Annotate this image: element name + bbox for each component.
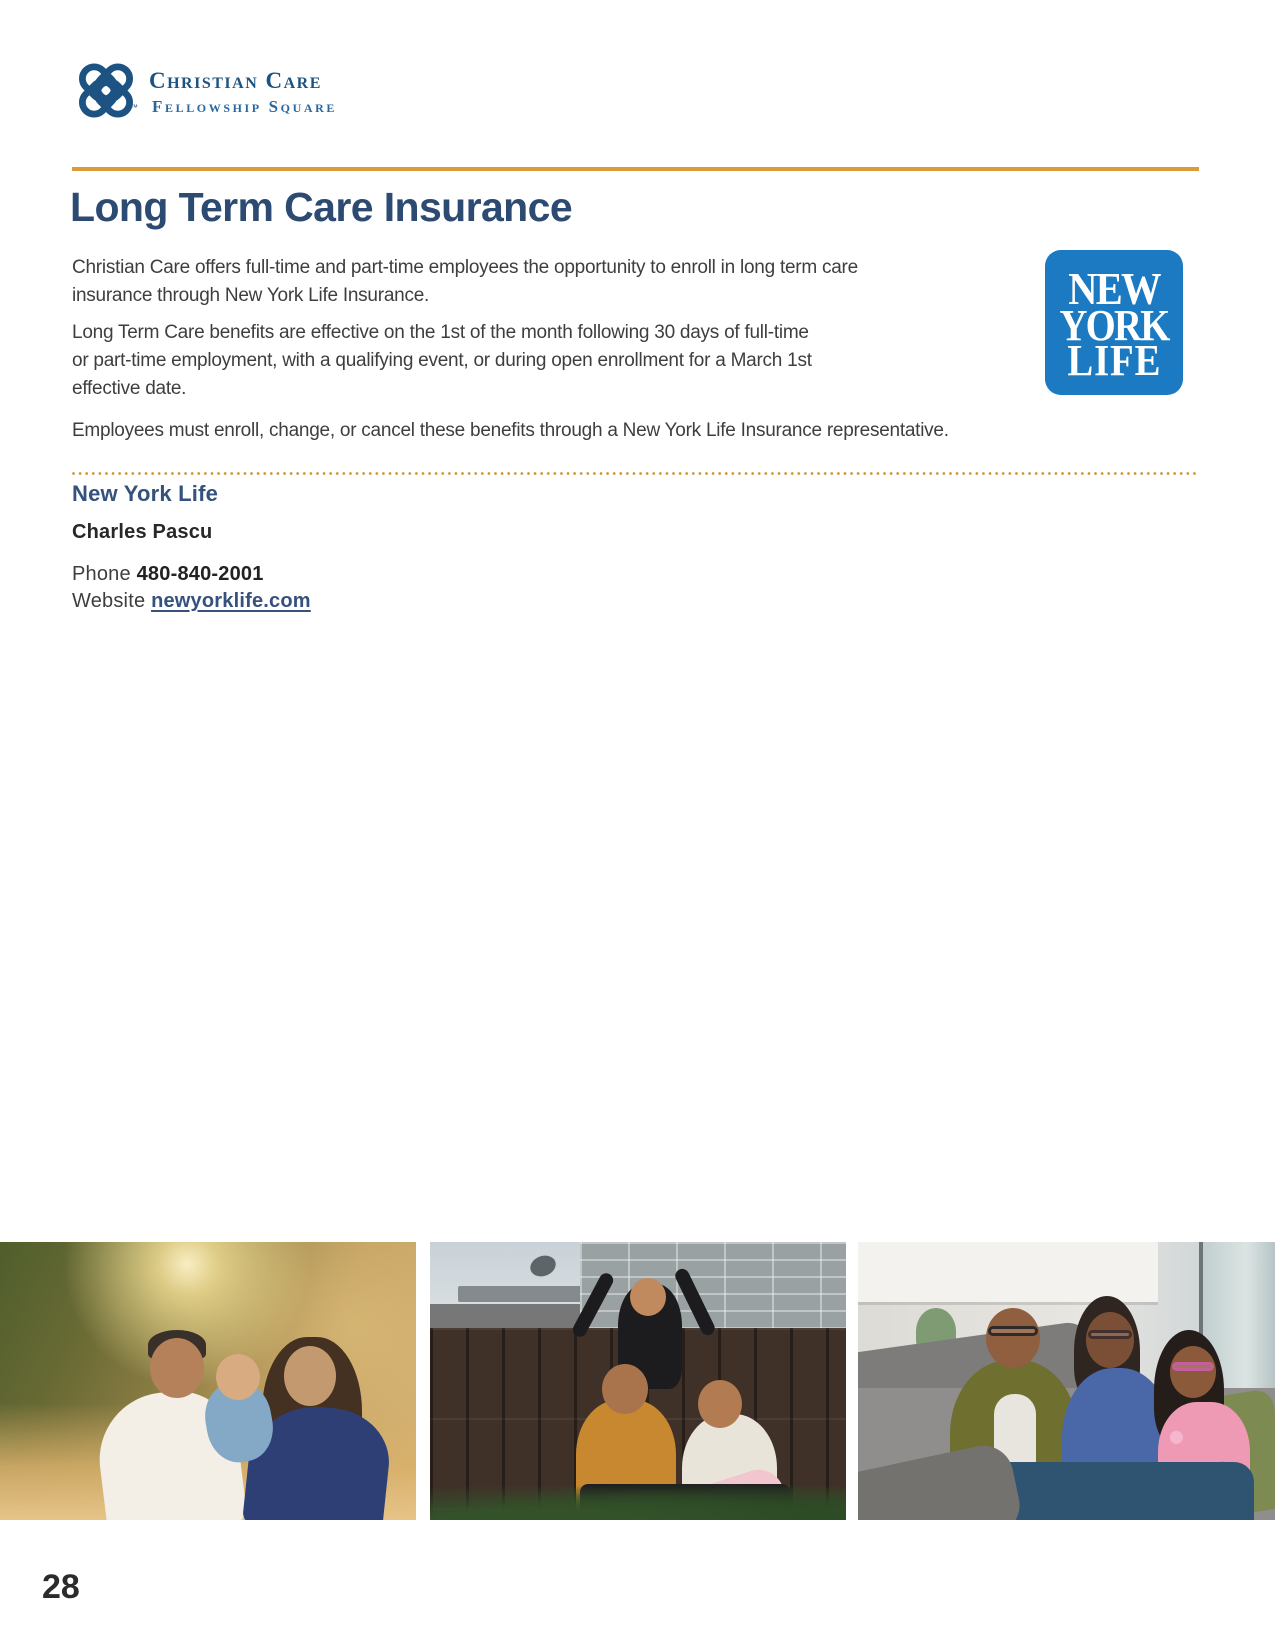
brand-subname: Fellowship Square xyxy=(152,97,337,116)
contact-name: Charles Pascu xyxy=(72,521,213,543)
website-label: Website xyxy=(72,590,146,612)
paragraph-line: insurance through New York Life Insurance. xyxy=(72,285,430,306)
paragraph-line: Long Term Care benefits are effective on the 1st of the month following 30 days of full-time xyxy=(72,322,809,343)
section-divider-rule xyxy=(72,167,1199,171)
photo3-mother-head xyxy=(1086,1312,1134,1368)
paragraph-line: Christian Care offers full-time and part-time employees the opportunity to enroll in long term care xyxy=(72,257,858,278)
photo3-father-glasses xyxy=(988,1326,1038,1336)
photo3-mother-glasses xyxy=(1088,1330,1132,1339)
photo2-roof xyxy=(458,1286,588,1302)
photo2-mother-head xyxy=(698,1380,742,1428)
nyl-logo-text: YORK xyxy=(1059,300,1169,350)
enrollment-paragraph xyxy=(72,417,949,445)
provider-section-title: New York Life xyxy=(72,481,219,506)
photo3-daughter-head xyxy=(1170,1346,1216,1398)
phone-row xyxy=(72,563,264,586)
nyl-logo-text: LIFE xyxy=(1067,335,1161,385)
website-link[interactable]: newyorklife.com xyxy=(151,590,311,612)
photo1-mother-head xyxy=(284,1346,336,1406)
nyl-logo-text: NEW xyxy=(1068,262,1160,314)
photo3-kitchen-cabinet xyxy=(858,1242,1158,1302)
page-number: 28 xyxy=(42,1568,80,1606)
brand-name: Christian Care xyxy=(149,68,322,93)
christian-care-knot-icon xyxy=(75,57,137,124)
family-photo-outdoors xyxy=(0,1242,416,1520)
phone-number: 480-840-2001 xyxy=(136,563,264,585)
paragraph-line: effective date. xyxy=(72,378,187,399)
family-photo-backyard xyxy=(430,1242,846,1520)
photo3-daughter-glasses xyxy=(1172,1362,1214,1371)
intro-paragraph xyxy=(72,254,858,310)
new-york-life-logo xyxy=(1045,250,1183,395)
photo1-toddler-head xyxy=(216,1354,260,1400)
phone-label: Phone xyxy=(72,563,131,585)
website-row xyxy=(72,590,311,613)
family-photo-couch xyxy=(858,1242,1275,1520)
paragraph-line: or part-time employment, with a qualifying event, or during open enrollment for a March 1st xyxy=(72,350,812,371)
paragraph-line: Employees must enroll, change, or cancel these benefits through a New York Life Insurance representative. xyxy=(72,420,949,441)
photo2-grass xyxy=(430,1484,846,1520)
effective-date-paragraph xyxy=(72,319,812,403)
photo3-father-head xyxy=(986,1308,1040,1368)
photo2-boy-head xyxy=(630,1278,666,1316)
photo1-father-head xyxy=(150,1338,204,1398)
dotted-divider xyxy=(72,472,1199,475)
photo2-father-head xyxy=(602,1364,648,1414)
trademark-symbol: ™ xyxy=(130,103,138,112)
page-title: Long Term Care Insurance xyxy=(70,184,573,230)
